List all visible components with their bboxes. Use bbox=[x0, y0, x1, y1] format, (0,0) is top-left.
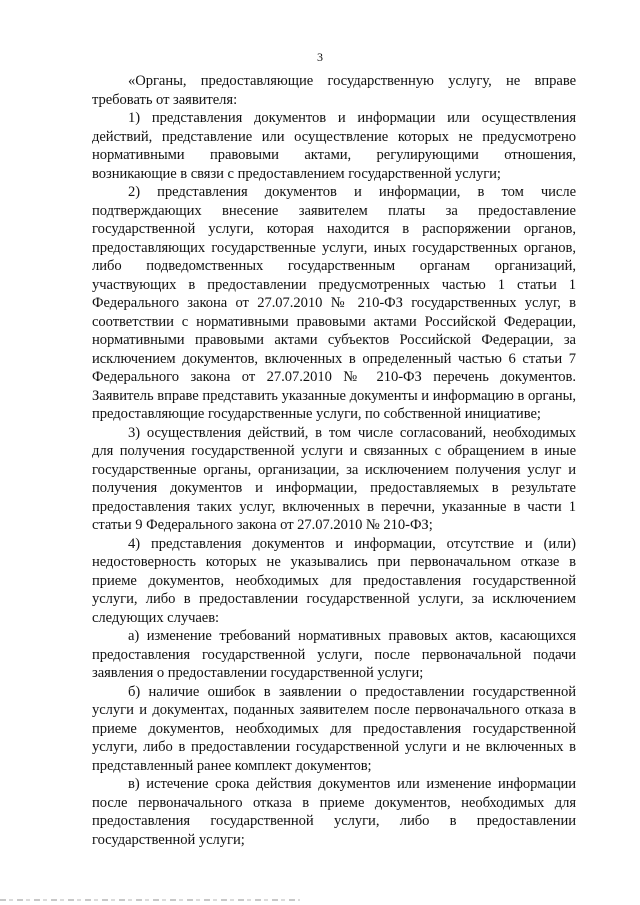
scan-edge-marks bbox=[0, 899, 300, 901]
paragraph-subitem-b: б) наличие ошибок в заявлении о предоставлении государственной услуги и документах, поданных заявителем после первоначального отказа в приеме документов, необходимых для предоставления государственной услуги, либо в предоставлении государственной услуги и не включенных в представленный ранее комплект документов; bbox=[92, 683, 576, 774]
paragraph-item-4: 4) представления документов и информации, отсутствие и (или) недостоверность которых не указывались при первоначальном отказе в приеме документов, необходимых для предоставления государственной услуги, либо в предоставлении государственной услуги, за исключением следующих случаев: bbox=[92, 535, 576, 626]
paragraph-item-3: 3) осуществления действий, в том числе согласований, необходимых для получения государственной услуги и связанных с обращением в иные государственные органы, организации, за исключением получения услуг и получения документов и информации, предоставляемых в результате предоставления таких услуг, включенных в перечни, указанные в части 1 статьи 9 Федерального закона от 27.07.2010 № 210-ФЗ; bbox=[92, 424, 576, 533]
paragraph-subitem-v: в) истечение срока действия документов или изменение информации после первоначального отказа в приеме документов, необходимых для предоставления государственной услуги, либо в предоставлении государственной услуги; bbox=[92, 776, 576, 848]
paragraph-intro: «Органы, предоставляющие государственную услугу, не вправе требовать от заявителя: bbox=[92, 73, 576, 108]
page-number: 3 bbox=[317, 50, 323, 64]
paragraph-item-2: 2) представления документов и информации, в том числе подтверждающих внесение заявителем платы за предоставление государственной услуги, которая находится в распоряжении органов, предоставляющих государственные услуги, иных государственных органов, либо подведомственных государственным органам организаций, участвующих в предоставлении предусмотренных частью 1 статьи 1 Федерального закона от 27.07.2010 № 210-ФЗ государственных услуг, в соответствии с нормативными правовыми актами Российской Федерации, нормативными правовыми актами субъектов Российской Федерации, за исключением документов, включенных в определенный частью 6 статьи 7 Федерального закона от 27.07.2010 № 210-ФЗ перечень документов. Заявитель вправе представить указанные документы и информацию в органы, предоставляющие государственные услуги, по собственной инициативе; bbox=[92, 184, 576, 422]
document-body bbox=[92, 72, 576, 849]
paragraph-item-1: 1) представления документов и информации или осуществления действий, представление или осуществление которых не предусмотрено нормативными правовыми актами, регулирующими отношения, возникающие в связи с предоставлением государственной услуги; bbox=[92, 110, 576, 182]
paragraph-subitem-a: а) изменение требований нормативных правовых актов, касающихся предоставления государственной услуги, после первоначальной подачи заявления о предоставлении государственной услуги; bbox=[92, 628, 576, 681]
